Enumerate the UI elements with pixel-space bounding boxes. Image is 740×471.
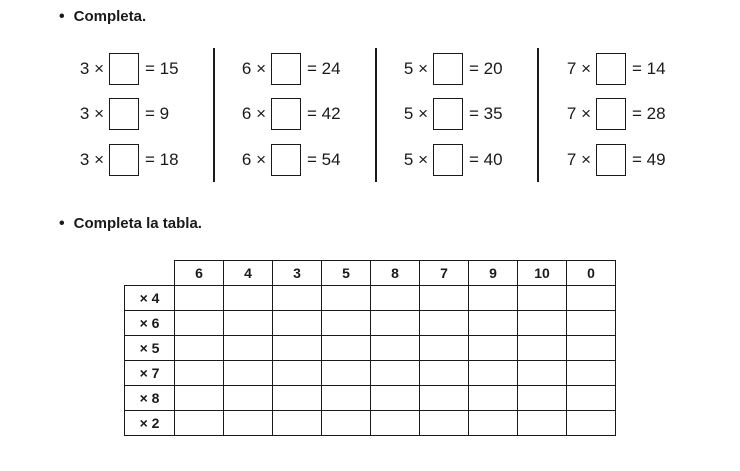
equation-row bbox=[555, 143, 666, 177]
equation-right: = 15 bbox=[145, 59, 179, 78]
answer-cell[interactable] bbox=[224, 411, 273, 436]
answer-cell[interactable] bbox=[469, 411, 518, 436]
answer-cell[interactable] bbox=[518, 311, 567, 336]
table-row bbox=[125, 286, 616, 311]
answer-box[interactable] bbox=[433, 144, 463, 176]
bullet-icon: • bbox=[59, 214, 65, 232]
column-header: 5 bbox=[322, 261, 371, 286]
answer-cell[interactable] bbox=[420, 336, 469, 361]
equation-left: 3 × bbox=[79, 150, 104, 169]
equation-row bbox=[68, 52, 179, 86]
answer-cell[interactable] bbox=[518, 336, 567, 361]
column-header: 10 bbox=[518, 261, 567, 286]
answer-cell[interactable] bbox=[469, 311, 518, 336]
answer-cell[interactable] bbox=[371, 386, 420, 411]
equation-left: 7 × bbox=[566, 59, 591, 78]
equation-row bbox=[230, 52, 341, 86]
answer-cell[interactable] bbox=[371, 411, 420, 436]
answer-cell[interactable] bbox=[273, 361, 322, 386]
column-header: 6 bbox=[175, 261, 224, 286]
row-header: × 6 bbox=[125, 311, 175, 336]
equation-right: = 14 bbox=[632, 59, 666, 78]
answer-cell[interactable] bbox=[567, 386, 616, 411]
section-heading-completa bbox=[59, 8, 146, 25]
answer-cell[interactable] bbox=[420, 361, 469, 386]
column-divider bbox=[375, 48, 377, 182]
column-header: 9 bbox=[469, 261, 518, 286]
answer-box[interactable] bbox=[433, 53, 463, 85]
equation-left: 5 × bbox=[403, 59, 428, 78]
table-header-row bbox=[125, 261, 616, 286]
equation-right: = 54 bbox=[307, 150, 341, 169]
answer-cell[interactable] bbox=[175, 311, 224, 336]
equation-right: = 24 bbox=[307, 59, 341, 78]
equation-row bbox=[68, 143, 179, 177]
column-divider bbox=[537, 48, 539, 182]
equation-row bbox=[230, 143, 341, 177]
equation-row bbox=[555, 52, 666, 86]
answer-cell[interactable] bbox=[273, 336, 322, 361]
answer-cell[interactable] bbox=[175, 386, 224, 411]
table-row bbox=[125, 336, 616, 361]
section-title: Completa. bbox=[73, 8, 147, 25]
answer-cell[interactable] bbox=[469, 361, 518, 386]
row-header: × 8 bbox=[125, 386, 175, 411]
equation-right: = 40 bbox=[469, 150, 503, 169]
section-heading-completa-la-tabla bbox=[59, 215, 202, 232]
equation-right: = 9 bbox=[145, 104, 170, 123]
table-row bbox=[125, 411, 616, 436]
equation-row bbox=[68, 97, 169, 131]
answer-cell[interactable] bbox=[371, 286, 420, 311]
answer-box[interactable] bbox=[109, 144, 139, 176]
answer-cell[interactable] bbox=[273, 286, 322, 311]
equation-left: 7 × bbox=[566, 150, 591, 169]
equation-left: 6 × bbox=[241, 150, 266, 169]
answer-box[interactable] bbox=[596, 144, 626, 176]
equation-right: = 35 bbox=[469, 104, 503, 123]
multiplication-table bbox=[124, 260, 616, 436]
answer-cell[interactable] bbox=[469, 336, 518, 361]
answer-box[interactable] bbox=[109, 53, 139, 85]
answer-cell[interactable] bbox=[420, 286, 469, 311]
row-header: × 4 bbox=[125, 286, 175, 311]
equation-left: 6 × bbox=[241, 104, 266, 123]
equation-row bbox=[230, 97, 341, 131]
answer-cell[interactable] bbox=[175, 411, 224, 436]
answer-cell[interactable] bbox=[224, 336, 273, 361]
answer-cell[interactable] bbox=[567, 286, 616, 311]
equation-right: = 18 bbox=[145, 150, 179, 169]
answer-cell[interactable] bbox=[420, 311, 469, 336]
equation-right: = 20 bbox=[469, 59, 503, 78]
section-title: Completa la tabla. bbox=[73, 215, 202, 232]
column-header: 7 bbox=[420, 261, 469, 286]
equation-left: 3 × bbox=[79, 59, 104, 78]
answer-cell[interactable] bbox=[567, 361, 616, 386]
answer-cell[interactable] bbox=[322, 361, 371, 386]
equation-right: = 49 bbox=[632, 150, 666, 169]
answer-box[interactable] bbox=[433, 98, 463, 130]
equation-row bbox=[392, 143, 503, 177]
answer-cell[interactable] bbox=[224, 286, 273, 311]
column-divider bbox=[213, 48, 215, 182]
answer-box[interactable] bbox=[109, 98, 139, 130]
answer-cell[interactable] bbox=[322, 411, 371, 436]
answer-cell[interactable] bbox=[175, 361, 224, 386]
row-header: × 5 bbox=[125, 336, 175, 361]
answer-box[interactable] bbox=[596, 53, 626, 85]
row-header: × 7 bbox=[125, 361, 175, 386]
table-row bbox=[125, 361, 616, 386]
answer-cell[interactable] bbox=[469, 286, 518, 311]
answer-box[interactable] bbox=[271, 144, 301, 176]
column-header: 8 bbox=[371, 261, 420, 286]
column-header: 4 bbox=[224, 261, 273, 286]
equation-left: 7 × bbox=[566, 104, 591, 123]
equation-left: 5 × bbox=[403, 150, 428, 169]
answer-cell[interactable] bbox=[371, 361, 420, 386]
answer-cell[interactable] bbox=[322, 386, 371, 411]
equation-row bbox=[555, 97, 666, 131]
answer-cell[interactable] bbox=[224, 361, 273, 386]
answer-cell[interactable] bbox=[518, 386, 567, 411]
table-corner bbox=[125, 261, 175, 286]
equation-left: 3 × bbox=[79, 104, 104, 123]
equation-right: = 42 bbox=[307, 104, 341, 123]
answer-cell[interactable] bbox=[567, 336, 616, 361]
answer-cell[interactable] bbox=[224, 311, 273, 336]
equation-left: 6 × bbox=[241, 59, 266, 78]
answer-cell[interactable] bbox=[273, 311, 322, 336]
answer-cell[interactable] bbox=[371, 336, 420, 361]
answer-box[interactable] bbox=[596, 98, 626, 130]
equation-right: = 28 bbox=[632, 104, 666, 123]
equation-row bbox=[392, 97, 503, 131]
answer-cell[interactable] bbox=[371, 311, 420, 336]
answer-cell[interactable] bbox=[420, 411, 469, 436]
equation-row bbox=[392, 52, 503, 86]
row-header: × 2 bbox=[125, 411, 175, 436]
answer-cell[interactable] bbox=[518, 286, 567, 311]
column-header: 3 bbox=[273, 261, 322, 286]
answer-cell[interactable] bbox=[518, 411, 567, 436]
answer-cell[interactable] bbox=[175, 286, 224, 311]
answer-cell[interactable] bbox=[469, 386, 518, 411]
table-row bbox=[125, 386, 616, 411]
column-header: 0 bbox=[567, 261, 616, 286]
answer-box[interactable] bbox=[271, 98, 301, 130]
answer-cell[interactable] bbox=[175, 336, 224, 361]
table-row bbox=[125, 311, 616, 336]
answer-cell[interactable] bbox=[224, 386, 273, 411]
answer-cell[interactable] bbox=[322, 286, 371, 311]
answer-cell[interactable] bbox=[567, 411, 616, 436]
bullet-icon: • bbox=[59, 7, 65, 25]
answer-cell[interactable] bbox=[420, 386, 469, 411]
answer-cell[interactable] bbox=[322, 311, 371, 336]
answer-cell[interactable] bbox=[322, 336, 371, 361]
answer-cell[interactable] bbox=[567, 311, 616, 336]
answer-cell[interactable] bbox=[273, 411, 322, 436]
equation-left: 5 × bbox=[403, 104, 428, 123]
answer-box[interactable] bbox=[271, 53, 301, 85]
answer-cell[interactable] bbox=[273, 386, 322, 411]
answer-cell[interactable] bbox=[518, 361, 567, 386]
